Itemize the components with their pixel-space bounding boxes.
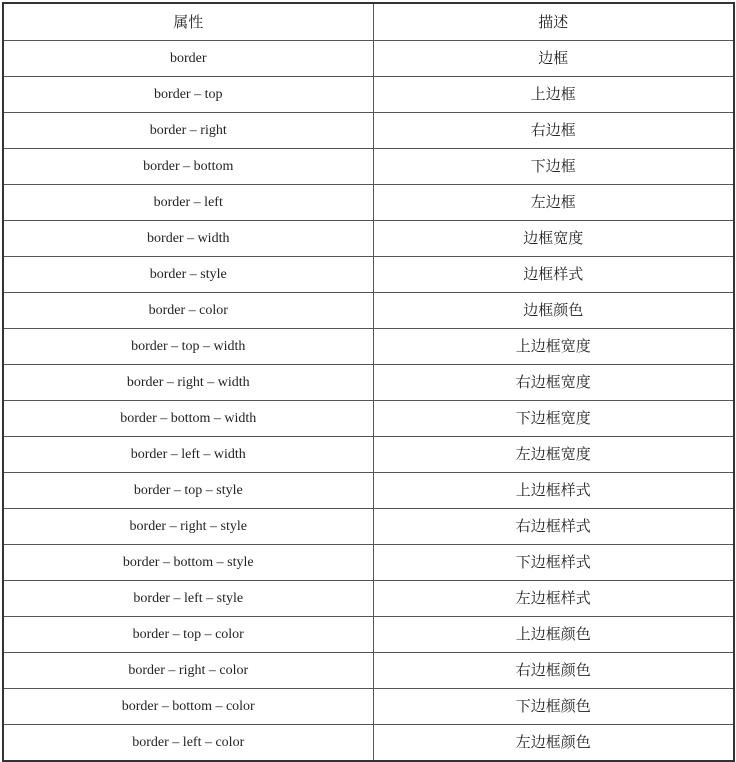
description-cell: 边框颜色: [373, 293, 734, 329]
description-cell: 上边框: [373, 77, 734, 113]
property-cell: border – left – width: [3, 437, 373, 473]
table-row: [3, 473, 734, 509]
table-row: [3, 41, 734, 77]
table-row: [3, 329, 734, 365]
table-row: [3, 653, 734, 689]
table-row: [3, 77, 734, 113]
table-body: [3, 41, 734, 762]
table-row: [3, 113, 734, 149]
description-cell: 下边框样式: [373, 545, 734, 581]
table-row: [3, 545, 734, 581]
table-row: [3, 257, 734, 293]
description-cell: 上边框宽度: [373, 329, 734, 365]
property-cell: border – top – width: [3, 329, 373, 365]
property-cell: border – top – color: [3, 617, 373, 653]
property-cell: border – bottom: [3, 149, 373, 185]
property-cell: border – right: [3, 113, 373, 149]
description-cell: 左边框宽度: [373, 437, 734, 473]
property-cell: border – bottom – width: [3, 401, 373, 437]
property-cell: border – left – style: [3, 581, 373, 617]
column-header-property: 属性: [3, 3, 373, 41]
property-cell: border – style: [3, 257, 373, 293]
property-cell: border – left: [3, 185, 373, 221]
table-row: [3, 725, 734, 762]
table-row: [3, 401, 734, 437]
table-row: [3, 293, 734, 329]
column-header-description: 描述: [373, 3, 734, 41]
table-row: [3, 509, 734, 545]
description-cell: 下边框颜色: [373, 689, 734, 725]
table-row: [3, 365, 734, 401]
description-cell: 左边框样式: [373, 581, 734, 617]
property-cell: border – left – color: [3, 725, 373, 762]
description-cell: 右边框颜色: [373, 653, 734, 689]
description-cell: 左边框: [373, 185, 734, 221]
description-cell: 下边框宽度: [373, 401, 734, 437]
property-cell: border – top: [3, 77, 373, 113]
property-cell: border – color: [3, 293, 373, 329]
description-cell: 上边框颜色: [373, 617, 734, 653]
table-row: [3, 149, 734, 185]
property-cell: border – right – width: [3, 365, 373, 401]
description-cell: 左边框颜色: [373, 725, 734, 762]
table-row: [3, 617, 734, 653]
table-row: [3, 689, 734, 725]
table-header-row: [3, 3, 734, 41]
description-cell: 右边框样式: [373, 509, 734, 545]
description-cell: 边框样式: [373, 257, 734, 293]
description-cell: 边框: [373, 41, 734, 77]
border-properties-table: [2, 2, 735, 762]
property-cell: border – top – style: [3, 473, 373, 509]
table-row: [3, 581, 734, 617]
description-cell: 上边框样式: [373, 473, 734, 509]
property-cell: border – right – color: [3, 653, 373, 689]
property-cell: border – bottom – style: [3, 545, 373, 581]
property-cell: border: [3, 41, 373, 77]
table-row: [3, 437, 734, 473]
description-cell: 右边框: [373, 113, 734, 149]
property-cell: border – width: [3, 221, 373, 257]
description-cell: 右边框宽度: [373, 365, 734, 401]
description-cell: 边框宽度: [373, 221, 734, 257]
table-row: [3, 185, 734, 221]
property-cell: border – bottom – color: [3, 689, 373, 725]
table-row: [3, 221, 734, 257]
property-cell: border – right – style: [3, 509, 373, 545]
description-cell: 下边框: [373, 149, 734, 185]
